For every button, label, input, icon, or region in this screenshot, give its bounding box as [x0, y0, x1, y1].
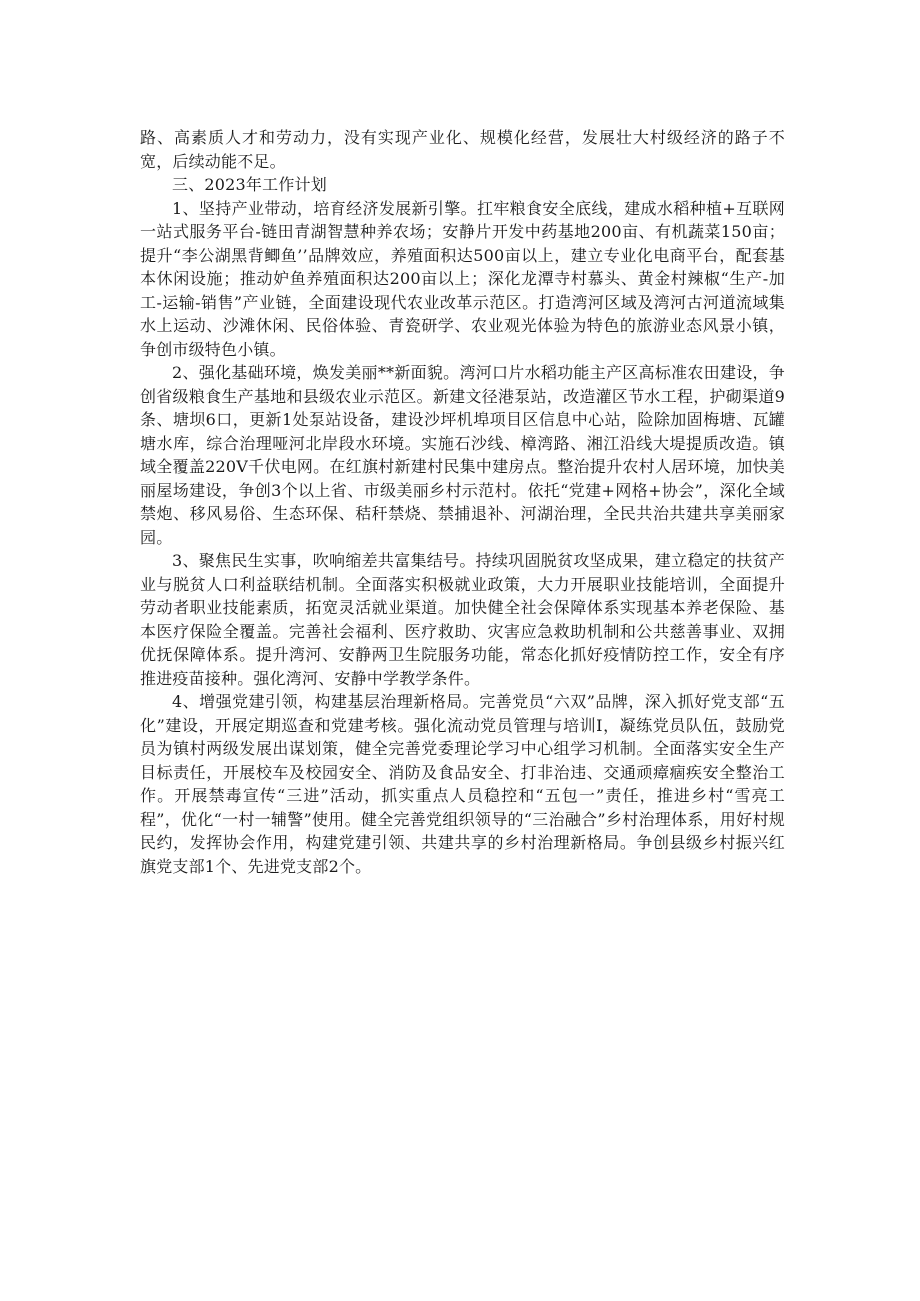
document-body	[140, 126, 785, 878]
plan-item-4-paragraph: 4、增强党建引领，构建基层治理新格局。完善党员“六双”品牌，深入抓好党支部“五化”建设，开展定期巡查和党建考核。强化流动党员管理与培训I，凝练党员队伍，鼓励党员为镇村两级发展出谋划策，健全完善党委理论学习中心组学习机制。全面落实安全生产目标责任，开展校车及校园安全、消防及食品安全、打非治违、交通顽瘴痼疾安全整治工作。开展禁毒宣传“三进”活动，抓实重点人员稳控和“五包一”责任，推进乡村“雪亮工程”，优化“一村一辅警”使用。健全完善党组织领导的“三治融合”乡村治理体系，用好村规民约，发挥协会作用，构建党建引领、共建共享的乡村治理新格局。争创县级乡村振兴红旗党支部1个、先进党支部2个。	[140, 692, 785, 876]
section-heading: 三、2023年工作计划	[172, 175, 327, 194]
plan-item-3-paragraph: 3、聚焦民生实事，吹响缩差共富集结号。持续巩固脱贫攻坚成果，建立稳定的扶贫产业与脱贫人口利益联结机制。全面落实积极就业政策，大力开展职业技能培训，全面提升劳动者职业技能素质，拓宽灵活就业渠道。加快健全社会保障体系实现基本养老保险、基本医疗保险全覆盖。完善社会福利、医疗救助、灾害应急救助机制和公共慈善事业、双拥优抚保障体系。提升湾河、安静两卫生院服务功能，常态化抓好疫情防控工作，安全有序推进疫苗接种。强化湾河、安静中学教学条件。	[140, 551, 785, 688]
continuation-paragraph: 路、高素质人才和劳动力，没有实现产业化、规模化经营，发展壮大村级经济的路子不宽，后续动能不足。	[140, 128, 785, 171]
plan-item-2-paragraph: 2、强化基础环境，焕发美丽**新面貌。湾河口片水稻功能主产区高标准农田建设，争创省级粮食生产基地和县级农业示范区。新建文径港泵站，改造灌区节水工程，护砌渠道9条、塘坝6口，更新1处泵站设备，建设沙坪机埠项目区信息中心站，险除加固梅塘、瓦罐塘水库，综合治理哑河北岸段水环境。实施石沙线、樟湾路、湘江沿线大堤提质改造。镇域全覆盖220V千伏电网。在红旗村新建村民集中建房点。整治提升农村人居环境，加快美丽屋场建设，争创3个以上省、市级美丽乡村示范村。依托“党建+网格+协会”，深化全域禁炮、移风易俗、生态环保、秸秆禁烧、禁捕退补、河湖治理，全民共治共建共享美丽家园。	[140, 363, 785, 547]
plan-item-1-paragraph: 1、坚持产业带动，培育经济发展新引擎。扛牢粮食安全底线，建成水稻种植+互联网一站式服务平台-链田青湖智慧种养农场；安静片开发中药基地200亩、有机蔬菜150亩；提升“李公湖黑背鲫鱼’’品牌效应，养殖面积达500亩以上，建立专业化电商平台，配套基本休闲设施；推动妒鱼养殖面积达200亩以上；深化龙潭寺村慕头、黄金村辣椒“生产-加工-运输-销售”产业链，全面建设现代农业改革示范区。打造湾河区域及湾河古河道流域集水上运动、沙滩休闲、民俗体验、青瓷研学、农业观光体验为特色的旅游业态风景小镇，争创市级特色小镇。	[140, 198, 785, 359]
